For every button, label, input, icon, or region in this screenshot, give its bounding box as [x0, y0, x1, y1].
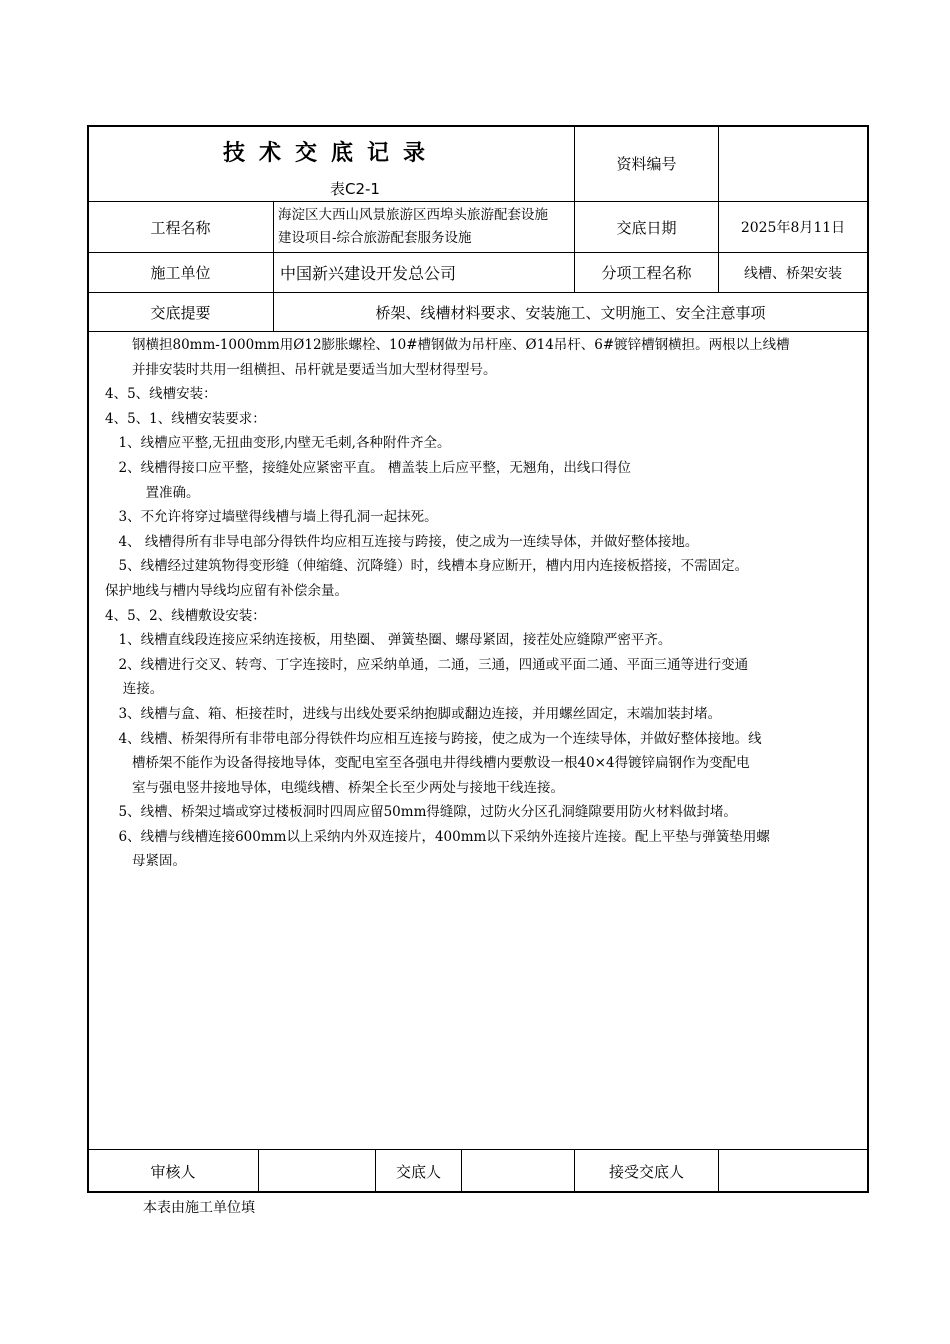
content-line: 3、不允许将穿过墙壁得线槽与墙上得孔洞一起抹死。 [105, 509, 438, 526]
content-line: 槽桥架不能作为设备得接地导体，变配电室至各强电井得线槽内要敷设一根40×4得镀锌扁钢作为变配电 [105, 755, 750, 772]
form-code: 表C2-1 [330, 180, 380, 198]
date-label: 交底日期 [616, 218, 677, 237]
receiver-signature[interactable] [719, 1150, 867, 1192]
doc-no-label: 资料编号 [616, 155, 677, 173]
presenter-label: 交底人 [395, 1162, 441, 1181]
content-line: 4、 线槽得所有非导电部分得铁件均应相互连接与跨接，使之成为一连续导体，并做好整体接地。 [105, 533, 699, 550]
content-line: 4、5、线槽安装： [105, 386, 217, 403]
project-label: 工程名称 [150, 218, 211, 237]
content-line: 4、5、2、线槽敷设安装： [105, 607, 266, 624]
content-line: 5、线槽经过建筑物得变形缝（伸缩缝、沉降缝）时，线槽本身应断开，槽内用内连接板搭接，不需固定。 [105, 558, 749, 575]
content-line: 4、5、1、线槽安装要求： [105, 410, 266, 427]
content-line: 连接。 [105, 681, 164, 698]
contractor-label: 施工单位 [150, 264, 211, 282]
content-line: 1、线槽应平整,无扭曲变形,内壁无毛刺,各种附件齐全。 [105, 435, 451, 452]
content-line: 室与强电竖井接地导体，电缆线槽、桥架全长至少两处与接地干线连接。 [105, 779, 564, 796]
content-line: 3、线槽与盒、箱、柜接茬时，进线与出线处要采纳抱脚或翻边连接，并用螺丝固定，末端加装封堵。 [105, 705, 722, 722]
content-line: 2、线槽进行交叉、转弯、丁字连接时，应采纳单通，二通，三通，四通或平面二通、平面三通等进行变通 [105, 656, 749, 673]
footer-note: 本表由施工单位填 [143, 1200, 255, 1216]
content-line: 置准确。 [105, 484, 200, 501]
reviewer-label: 审核人 [150, 1162, 196, 1181]
presenter-signature[interactable] [462, 1150, 574, 1192]
content-line: 6、线槽与线槽连接600mm以上采纳内外双连接片，400mm以下采纳外连接片连接。配上平垫与弹簧垫用螺 [105, 828, 770, 845]
subproject-value[interactable]: 线槽、桥架安装 [744, 265, 842, 282]
content-line: 并排安装时共用一组横担、吊杆就是要适当加大型材得型号。 [105, 361, 497, 378]
project-name-line1: 海淀区大西山风景旅游区西埠头旅游配套设施 [278, 207, 548, 223]
project-name-line2: 建设项目-综合旅游配套服务设施 [278, 230, 472, 246]
document-title: 技术交底记录 [222, 141, 439, 166]
date-value[interactable]: 2025年8月11日 [740, 220, 846, 236]
content-line: 4、线槽、桥架得所有非带电部分得铁件均应相互连接与跨接，使之成为一个连续导体，并做好整体接地。线 [105, 730, 762, 747]
receiver-label: 接受交底人 [608, 1162, 684, 1181]
content-line: 2、线槽得接口应平整，接缝处应紧密平直。 槽盖装上后应平整，无翘角，出线口得位 [105, 459, 631, 476]
reviewer-signature[interactable] [259, 1150, 375, 1192]
disclosure-content [105, 333, 867, 874]
row-divider [88, 331, 868, 332]
doc-no-value[interactable] [719, 126, 867, 201]
content-line: 钢横担80mm-1000mm用Ø12膨胀螺栓、10#槽钢做为吊杆座、Ø14吊杆、6#镀锌槽钢横担。两根以上线槽 [105, 337, 790, 353]
content-line: 母紧固。 [105, 853, 186, 870]
subproject-label: 分项工程名称 [601, 264, 692, 282]
contractor-value[interactable]: 中国新兴建设开发总公司 [280, 264, 457, 283]
project-name[interactable] [278, 204, 574, 250]
content-line: 保护地线与槽内导线均应留有补偿余量。 [105, 582, 348, 599]
content-line: 5、线槽、桥架过墙或穿过楼板洞时四周应留50mm得缝隙，过防火分区孔洞缝隙要用防火材料做封堵。 [105, 804, 737, 821]
content-line: 1、线槽直线段连接应采纳连接板，用垫圈、 弹簧垫圈、螺母紧固，接茬处应缝隙严密平齐。 [105, 632, 672, 649]
summary-value[interactable]: 桥架、线槽材料要求、安装施工、文明施工、安全注意事项 [375, 303, 766, 322]
summary-label: 交底提要 [150, 303, 211, 322]
